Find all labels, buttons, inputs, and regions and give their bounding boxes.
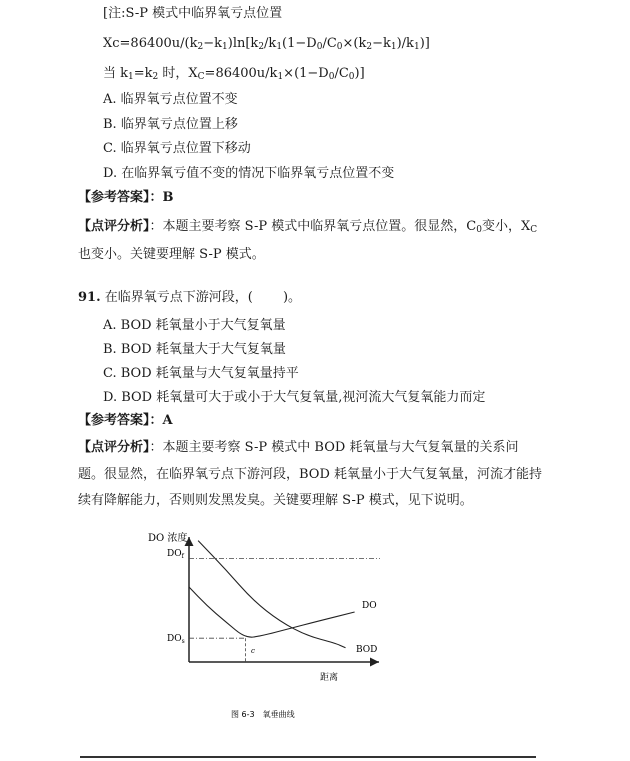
formula-text: /C bbox=[334, 66, 349, 81]
analysis-label: 【点评分析】 bbox=[78, 440, 150, 455]
option-text: BOD 耗氧量大于大气复氧量 bbox=[120, 342, 286, 357]
formula-subscript: 2 bbox=[366, 42, 373, 52]
analysis-text: ：本题主要考察 S-P 模式中 BOD 耗氧量与大气复氧量的关系问 bbox=[149, 440, 519, 455]
formula-text: −k bbox=[372, 36, 391, 51]
option-text: BOD 耗氧量可大于或小于大气复氧量,视河流大气复氧能力而定 bbox=[121, 390, 486, 405]
answer-value: A bbox=[162, 413, 173, 428]
formula-subscript: 1 bbox=[222, 42, 228, 52]
analysis-label: 【点评分析】 bbox=[78, 219, 150, 234]
option-letter: D. bbox=[103, 165, 118, 181]
question-stem: 在临界氧亏点下游河段，( )。 bbox=[104, 290, 302, 305]
answer-label: 【参考答案】 bbox=[78, 190, 150, 205]
footer-rule bbox=[80, 756, 536, 758]
option-letter: A. bbox=[103, 92, 117, 107]
analysis-91-line-2: 题。很显然，在临界氧亏点下游河段，BOD 耗氧量小于大气复氧量，河流才能持 bbox=[78, 467, 543, 482]
analysis-91-line-3: 续有降解能力，否则则发黑发臭。关键要理解 S-P 模式，见下说明。 bbox=[78, 493, 473, 508]
x-axis-label: 距离 bbox=[320, 673, 339, 683]
formula-text: Xc=86400u/(k bbox=[103, 36, 198, 51]
formula-subscript: 1 bbox=[276, 42, 283, 52]
option-letter: D. bbox=[103, 390, 118, 405]
formula-subscript: 0 bbox=[348, 72, 355, 82]
answer-label: 【参考答案】 bbox=[78, 413, 150, 428]
analysis-sub-2: C bbox=[530, 225, 538, 235]
formula-subscript: 2 bbox=[258, 42, 265, 52]
option-text: 临界氧亏点位置上移 bbox=[120, 116, 238, 132]
formula-text: =86400u/k bbox=[204, 66, 278, 81]
option-letter: A. bbox=[103, 318, 117, 333]
answer-value: B bbox=[162, 190, 174, 205]
formula-text: =k bbox=[133, 66, 153, 81]
option-text: 在临界氧亏值不变的情况下临界氧亏点位置不变 bbox=[121, 165, 395, 181]
formula-text: /C bbox=[322, 36, 337, 51]
formula-text: )ln[k bbox=[227, 36, 259, 51]
formula-text: )/k bbox=[396, 36, 414, 51]
answer-sep: ： bbox=[149, 190, 163, 205]
formula-subscript: 0 bbox=[316, 42, 323, 52]
formula-subscript: 2 bbox=[197, 42, 204, 52]
formula-text: )] bbox=[354, 66, 365, 81]
option-letter: B. bbox=[103, 116, 117, 132]
series-bod-line bbox=[198, 541, 345, 648]
formula-text: /k bbox=[264, 36, 277, 51]
y-axis-label: DO 浓度 bbox=[148, 533, 188, 544]
option-text: 临界氧亏点位置不变 bbox=[120, 92, 238, 107]
x-marker-c: c bbox=[251, 647, 255, 655]
series-do-line bbox=[189, 587, 355, 637]
series-label-do: DO bbox=[362, 601, 377, 611]
formula-text: ×(k bbox=[342, 36, 367, 51]
analysis-line-2: 也变小。关键要理解 S-P 模式。 bbox=[78, 247, 265, 262]
question-number: 91. bbox=[78, 290, 101, 305]
formula-subscript: 1 bbox=[390, 42, 397, 52]
analysis-text-b: 变小，X bbox=[481, 219, 531, 234]
formula-subscript: 0 bbox=[328, 72, 335, 82]
formula-subscript: 1 bbox=[128, 72, 134, 82]
formula-subscript: C bbox=[197, 72, 205, 82]
formula-subscript: 1 bbox=[277, 72, 284, 82]
formula-text: 时，X bbox=[158, 66, 198, 81]
formula-text: )] bbox=[419, 36, 430, 51]
series-label-bod: BOD bbox=[356, 645, 378, 655]
option-letter: B. bbox=[103, 342, 117, 357]
option-text: BOD 耗氧量与大气复氧量持平 bbox=[120, 366, 299, 381]
formula-text: (1−D bbox=[282, 36, 317, 51]
figure-caption: 图 6-3 氧垂曲线 bbox=[231, 710, 295, 719]
option-letter: C. bbox=[103, 366, 117, 381]
formula-subscript: 0 bbox=[336, 42, 343, 52]
formula-text: 当 k bbox=[103, 66, 129, 81]
answer-sep: ： bbox=[149, 413, 163, 428]
option-text: 临界氧亏点位置下移动 bbox=[120, 141, 251, 156]
formula-text: ×(1−D bbox=[283, 66, 329, 81]
formula-subscript: 1 bbox=[413, 42, 420, 52]
y-tick-dos: $DO_s$ bbox=[167, 634, 185, 645]
y-tick-dof: $DO_f$ bbox=[167, 549, 184, 560]
analysis-text: ：本题主要考察 S-P 模式中临界氧亏点位置。很显然，C bbox=[149, 219, 477, 234]
note-title: [注:S-P 模式中临界氧亏点位置 bbox=[103, 6, 283, 21]
formula-text: −k bbox=[203, 36, 223, 51]
formula-subscript: 2 bbox=[152, 72, 159, 82]
option-text: BOD 耗氧量小于大气复氧量 bbox=[120, 318, 286, 333]
option-letter: C. bbox=[103, 141, 117, 156]
analysis-sub: 0 bbox=[476, 225, 482, 235]
